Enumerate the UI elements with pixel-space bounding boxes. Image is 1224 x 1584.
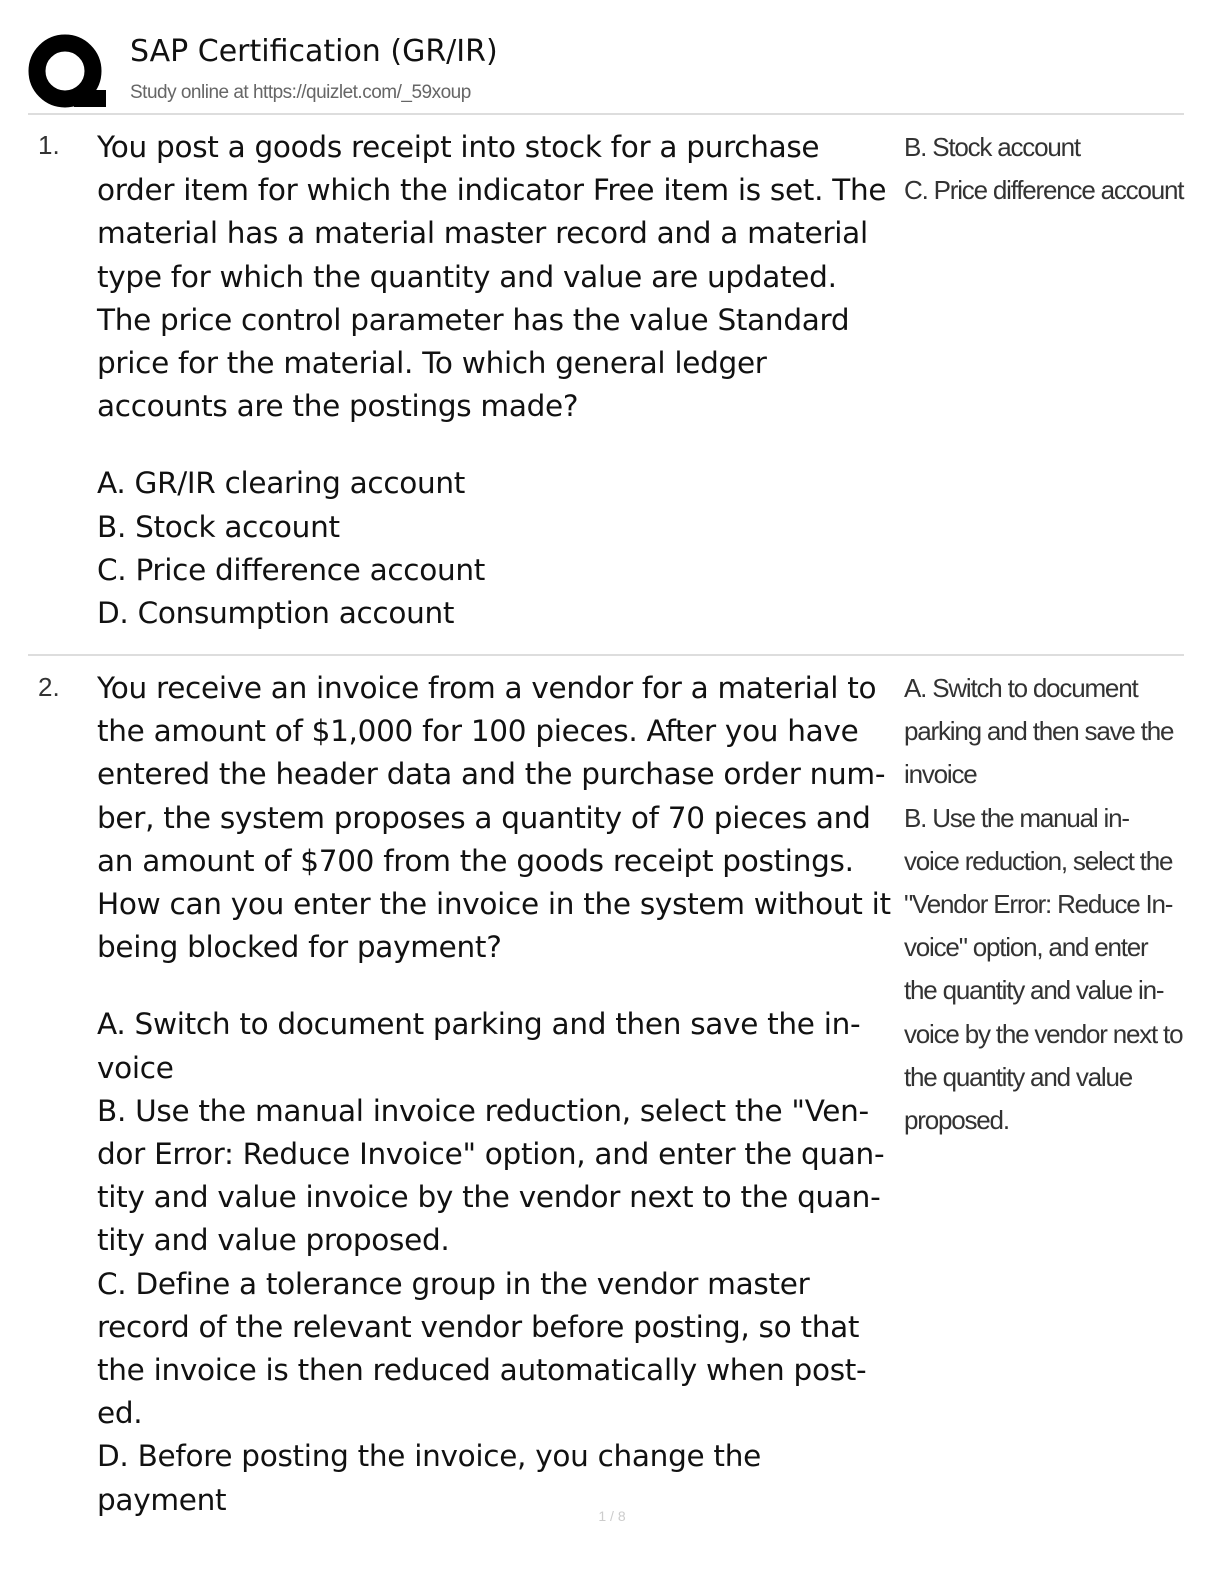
answer-block — [904, 126, 1186, 212]
option-a: A. Switch to document parking and then save the in- voice — [97, 1007, 861, 1085]
option-c: C. Price difference account — [97, 552, 486, 587]
answer-line: B. Use the manual in- voice reduction, select the "Vendor Error: Reduce In- voice" option, and enter the quantity and value in- voice by the vendor next to the quantity and value proposed. — [904, 802, 1183, 1136]
answer-line: C. Price difference account — [904, 175, 1184, 206]
quizlet-logo-icon — [28, 32, 108, 112]
question-text: You post a goods receipt into stock for a purchase order item for which the indicator Free item is set. The material has a material master record and a material type for which the quantity and value are updated. The price control parameter has the value Standard price for the material. To which general ledger accounts are the postings made? — [97, 130, 887, 424]
option-d: D. Before posting the invoice, you change the payment — [97, 1439, 761, 1517]
question-block — [97, 126, 897, 635]
option-list — [97, 462, 897, 635]
answer-block — [904, 667, 1186, 1142]
option-list — [97, 1003, 897, 1521]
option-a: A. GR/IR clearing account — [97, 466, 466, 501]
answer-line: A. Switch to document parking and then save the invoice — [904, 673, 1174, 790]
page-title: SAP Certification (GR/IR) — [130, 34, 498, 69]
study-link[interactable]: Study online at https://quizlet.com/_59xoup — [130, 82, 471, 103]
page-number: 1 / 8 — [598, 1508, 626, 1524]
question-block — [97, 667, 897, 1522]
option-b: B. Use the manual invoice reduction, select the "Ven- dor Error: Reduce Invoice" option, and enter the quan- tity and value invoice by the vendor next to the quan- tity and value proposed. — [97, 1093, 885, 1258]
page-header — [28, 28, 1188, 114]
question-text: You receive an invoice from a vendor for a material to the amount of $1,000 for 100 pieces. After you have entered the header data and the purchase order num- ber, the system proposes a quantity of 70 pieces and an amount of $700 from the goods receipt postings. How can you enter the invoice in the system without it being blocked for payment? — [97, 671, 891, 965]
option-d: D. Consumption account — [97, 596, 455, 631]
question-number: 1. — [38, 130, 60, 160]
header-divider — [28, 113, 1184, 115]
answer-line: B. Stock account — [904, 132, 1080, 162]
question-number: 2. — [38, 672, 60, 702]
option-b: B. Stock account — [97, 509, 340, 544]
option-c: C. Define a tolerance group in the vendor master record of the relevant vendor before posting, so that the invoice is then reduced automatically when post- ed. — [97, 1266, 867, 1431]
question-divider — [28, 654, 1184, 656]
